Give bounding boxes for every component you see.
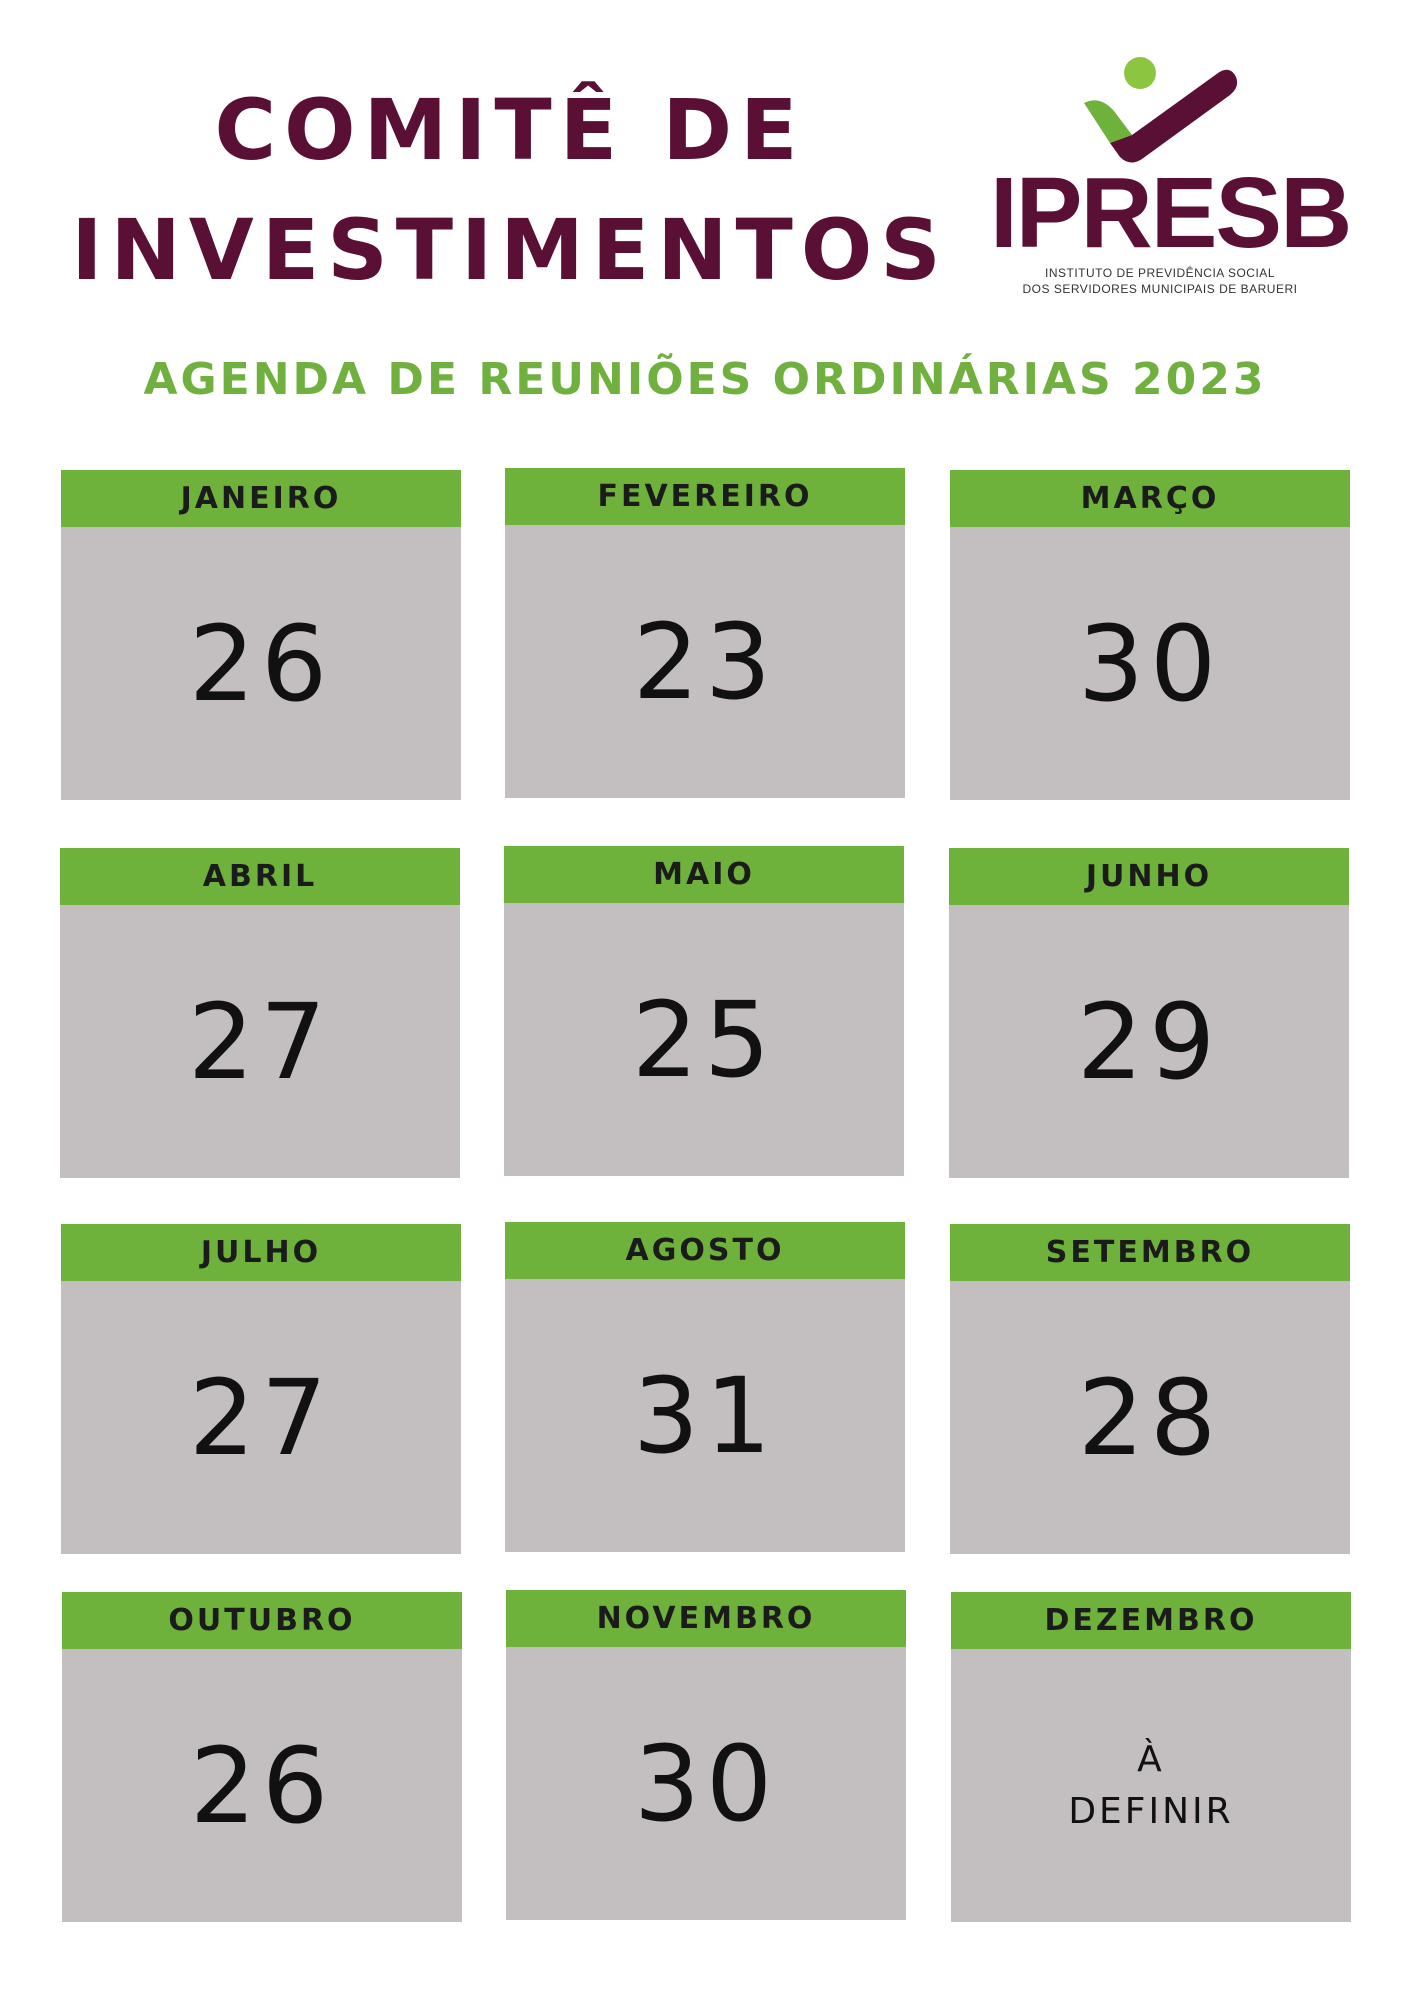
month-card-setembro [950,1224,1350,1554]
month-label: ABRIL [60,848,460,905]
meeting-day: 30 [633,1722,779,1845]
meeting-day: 31 [632,1354,778,1477]
month-card-janeiro [61,470,461,800]
month-label: FEVEREIRO [505,468,905,525]
meeting-day: 27 [188,1356,334,1479]
meeting-day-tbd [951,1649,1351,1922]
meeting-day: 25 [631,978,777,1101]
month-card-julho [61,1224,461,1554]
month-label: JULHO [61,1224,461,1281]
month-label: AGOSTO [505,1222,905,1279]
month-card-agosto [505,1222,905,1552]
month-card-maio [504,846,904,1176]
page-title [60,70,960,310]
checkmark-person-icon [1080,55,1240,165]
month-card-marco [950,470,1350,800]
meeting-day: 29 [1076,980,1222,1103]
meeting-day: 23 [632,600,778,723]
month-label: DEZEMBRO [951,1592,1351,1649]
meeting-day: 26 [188,602,334,725]
month-label: OUTUBRO [62,1592,462,1649]
agenda-subtitle: AGENDA DE REUNIÕES ORDINÁRIAS 2023 [143,354,1267,405]
meeting-day: 27 [187,980,333,1103]
logo-subtitle-line-2: DOS SERVIDORES MUNICIPAIS DE BARUERI [1022,282,1298,296]
month-card-dezembro [951,1592,1351,1922]
month-label: MARÇO [950,470,1350,527]
month-card-outubro [62,1592,462,1922]
ipresb-logo [990,55,1351,305]
tbd-line-2: DEFINIR [1068,1790,1234,1832]
month-card-novembro [506,1590,906,1920]
title-line-2: INVESTIMENTOS [71,201,949,299]
month-card-fevereiro [505,468,905,798]
logo-subtitle-line-1: INSTITUTO DE PREVIDÊNCIA SOCIAL [1045,266,1275,280]
meeting-day: 26 [189,1724,335,1847]
month-label: NOVEMBRO [506,1590,906,1647]
month-card-junho [949,848,1349,1178]
month-label: SETEMBRO [950,1224,1350,1281]
meeting-day: 28 [1077,1356,1223,1479]
month-label: JANEIRO [61,470,461,527]
month-label: MAIO [504,846,904,903]
meeting-day: 30 [1077,602,1223,725]
tbd-line-1: À [1137,1738,1165,1780]
logo-wordmark: IPRESB [990,157,1351,269]
month-card-abril [60,848,460,1178]
month-label: JUNHO [949,848,1349,905]
title-line-1: COMITÊ DE [214,81,806,179]
